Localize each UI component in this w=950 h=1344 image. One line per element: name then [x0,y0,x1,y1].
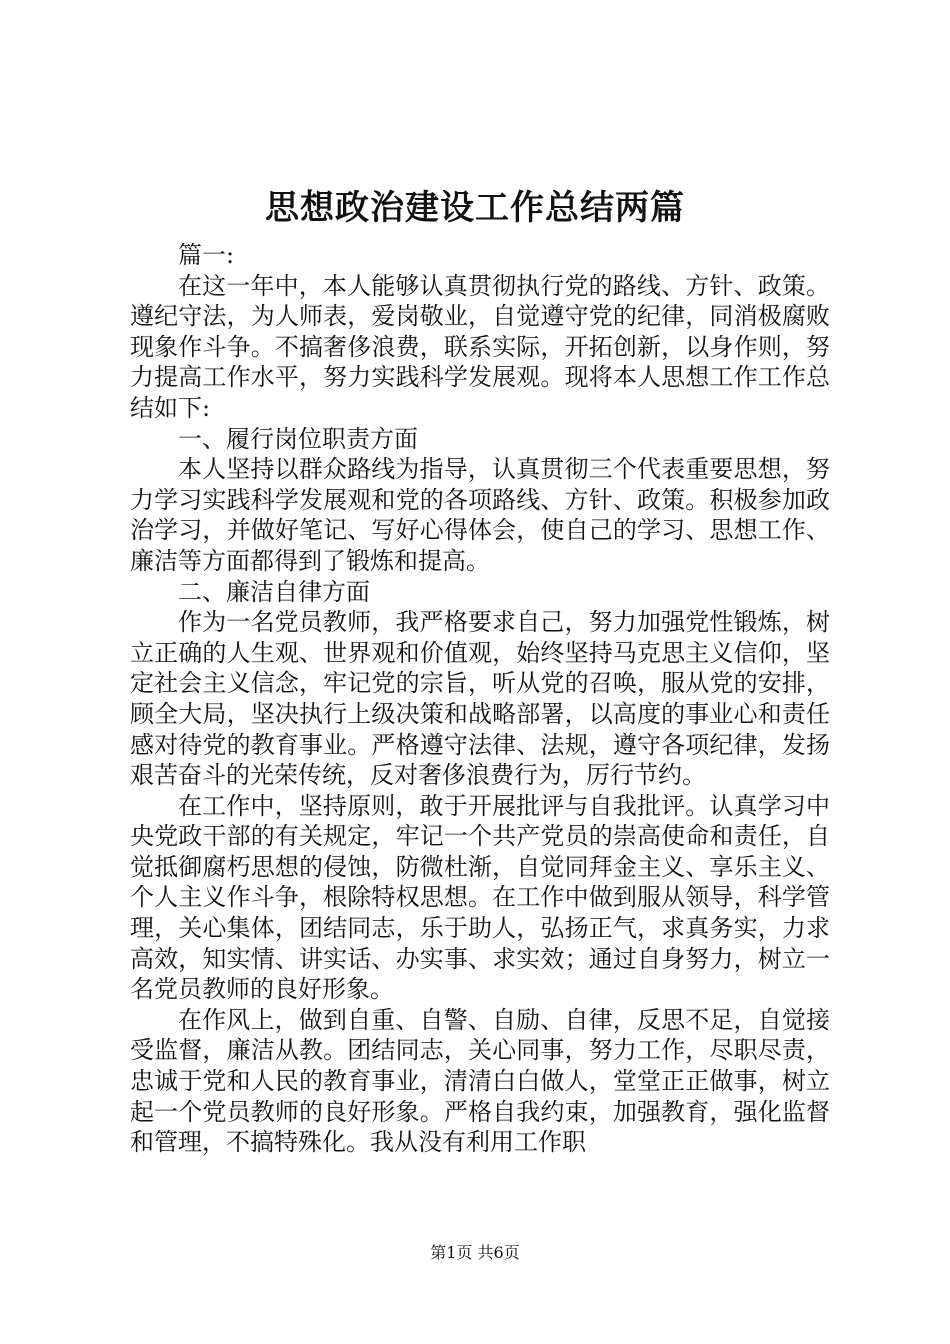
document-body [130,240,830,1158]
paragraph-duties: 本人坚持以群众路线为指导，认真贯彻三个代表重要思想，努力学习实践科学发展观和党的各项路线、方针、政策。积极参加政治学习，并做好笔记、写好心得体会，使自己的学习、思想工作、廉洁等方面都得到了锻炼和提高。 [130,455,830,575]
paragraph-intro: 在这一年中，本人能够认真贯彻执行党的路线、方针、政策。遵纪守法，为人师表，爱岗敬业，自觉遵守党的纪律，同消极腐败现象作斗争。不搞奢侈浪费，联系实际，开拓创新，以身作则，努力提高工作水平，努力实践科学发展观。现将本人思想工作工作总结如下: [130,271,830,422]
section-heading-integrity: 二、廉洁自律方面 [178,577,370,606]
paragraph-integrity: 作为一名党员教师，我严格要求自己，努力加强党性锻炼，树立正确的人生观、世界观和价值观，始终坚持马克思主义信仰，坚定社会主义信念，牢记党的宗旨，听从党的召唤，服从党的安排，顾全大局，坚决执行上级决策和战略部署，以高度的事业心和责任感对待党的教育事业。严格遵守法律、法规，遵守各项纪律，发扬艰苦奋斗的光荣传统，反对奢侈浪费行为，厉行节约。 [130,608,830,790]
paragraph-work-principles: 在工作中，坚持原则，敢于开展批评与自我批评。认真学习中央党政干部的有关规定，牢记一个共产党员的崇高使命和责任，自觉抵御腐朽思想的侵蚀，防微杜渐，自觉同拜金主义、享乐主义、个人主义作斗争，根除特权思想。在工作中做到服从领导，科学管理，关心集体，团结同志，乐于助人，弘扬正气，求真务实，力求高效，知实情、讲实话、办实事、求实效；通过自身努力，树立一名党员教师的良好形象。 [130,791,830,1004]
section-heading-duties: 一、履行岗位职责方面 [178,424,418,453]
section-heading-part-one: 篇一: [178,241,235,269]
page-footer: 第1页 共6页 [430,1243,520,1262]
document-title: 思想政治建设工作总结两篇 [265,188,685,228]
paragraph-work-style: 在作风上，做到自重、自警、自励、自律，反思不足，自觉接受监督，廉洁从教。团结同志，关心同事，努力工作，尽职尽责，忠诚于党和人民的教育事业，清清白白做人，堂堂正正做事，树立起一个党员教师的良好形象。严格自我约束，加强教育，强化监督和管理，不搞特殊化。我从没有利用工作职 [130,1005,830,1157]
